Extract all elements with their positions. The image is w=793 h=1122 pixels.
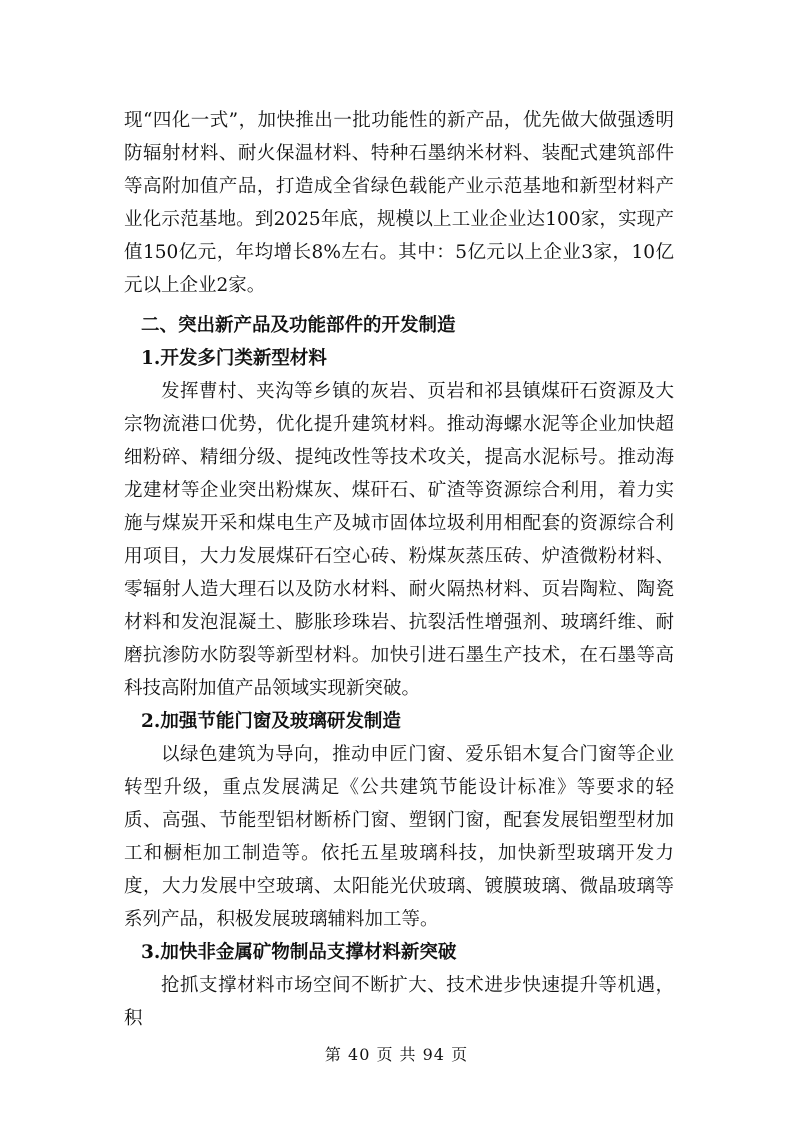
paragraph-support-materials: 抢抓支撑材料市场空间不断扩大、技术进步快速提升等机遇，积 (124, 975, 674, 1029)
paragraph-continuation: 现“四化一式”，加快推出一批功能性的新产品，优先做大做强透明防辐射材料、耐火保温材料、特种石墨纳米材料、装配式建筑部件等高附加值产品，打造成全省绿色载能产业示范基地和新型材料产业化示范基地。到2025年底，规模以上工业企业达100家，实现产值150亿元，年均增长8%左右。其中：5亿元以上企业3家，10亿元以上企业2家。 (124, 110, 674, 296)
paragraph-windows-glass: 以绿色建筑为导向，推动申匠门窗、爱乐铝木复合门窗等企业转型升级，重点发展满足《公共建筑节能设计标准》等要求的轻质、高强、节能型铝材断桥门窗、塑钢门窗，配套发展铝塑型材加工和橱柜加工制造等。依托五星玻璃科技，加快新型玻璃开发力度，大力发展中空玻璃、太阳能光伏玻璃、镀膜玻璃、微晶玻璃等系列产品，积极发展玻璃辅料加工等。 (124, 744, 674, 930)
page-number-footer: 第 40 页 共 94 页 (324, 1045, 469, 1064)
paragraph-new-materials: 发挥曹村、夹沟等乡镇的灰岩、页岩和祁县镇煤矸石资源及大宗物流港口优势，优化提升建筑材料。推动海螺水泥等企业加快超细粉碎、精细分级、提纯改性等技术攻关，提高水泥标号。推动海龙建材等企业突出粉煤灰、煤矸石、矿渣等资源综合利用，着力实施与煤炭开采和煤电生产及城市固体垃圾利用相配套的资源综合利用项目，大力发展煤矸石空心砖、粉煤灰蒸压砖、炉渣微粉材料、零辐射人造大理石以及防水材料、耐火隔热材料、页岩陶粒、陶瓷材料和发泡混凝土、膨胀珍珠岩、抗裂活性增强剂、玻璃纤维、耐磨抗渗防水防裂等新型材料。加快引进石墨生产技术，在石墨等高科技高附加值产品领域实现新突破。 (124, 381, 674, 699)
subsection-heading-3: 3.加快非金属矿物制品支撑材料新突破 (141, 942, 457, 963)
section-heading: 二、突出新产品及功能部件的开发制造 (141, 315, 456, 336)
subsection-heading-1: 1.开发多门类新型材料 (141, 348, 327, 369)
document-body (124, 104, 674, 1035)
subsection-heading-2: 2.加强节能门窗及玻璃研发制造 (141, 711, 401, 732)
